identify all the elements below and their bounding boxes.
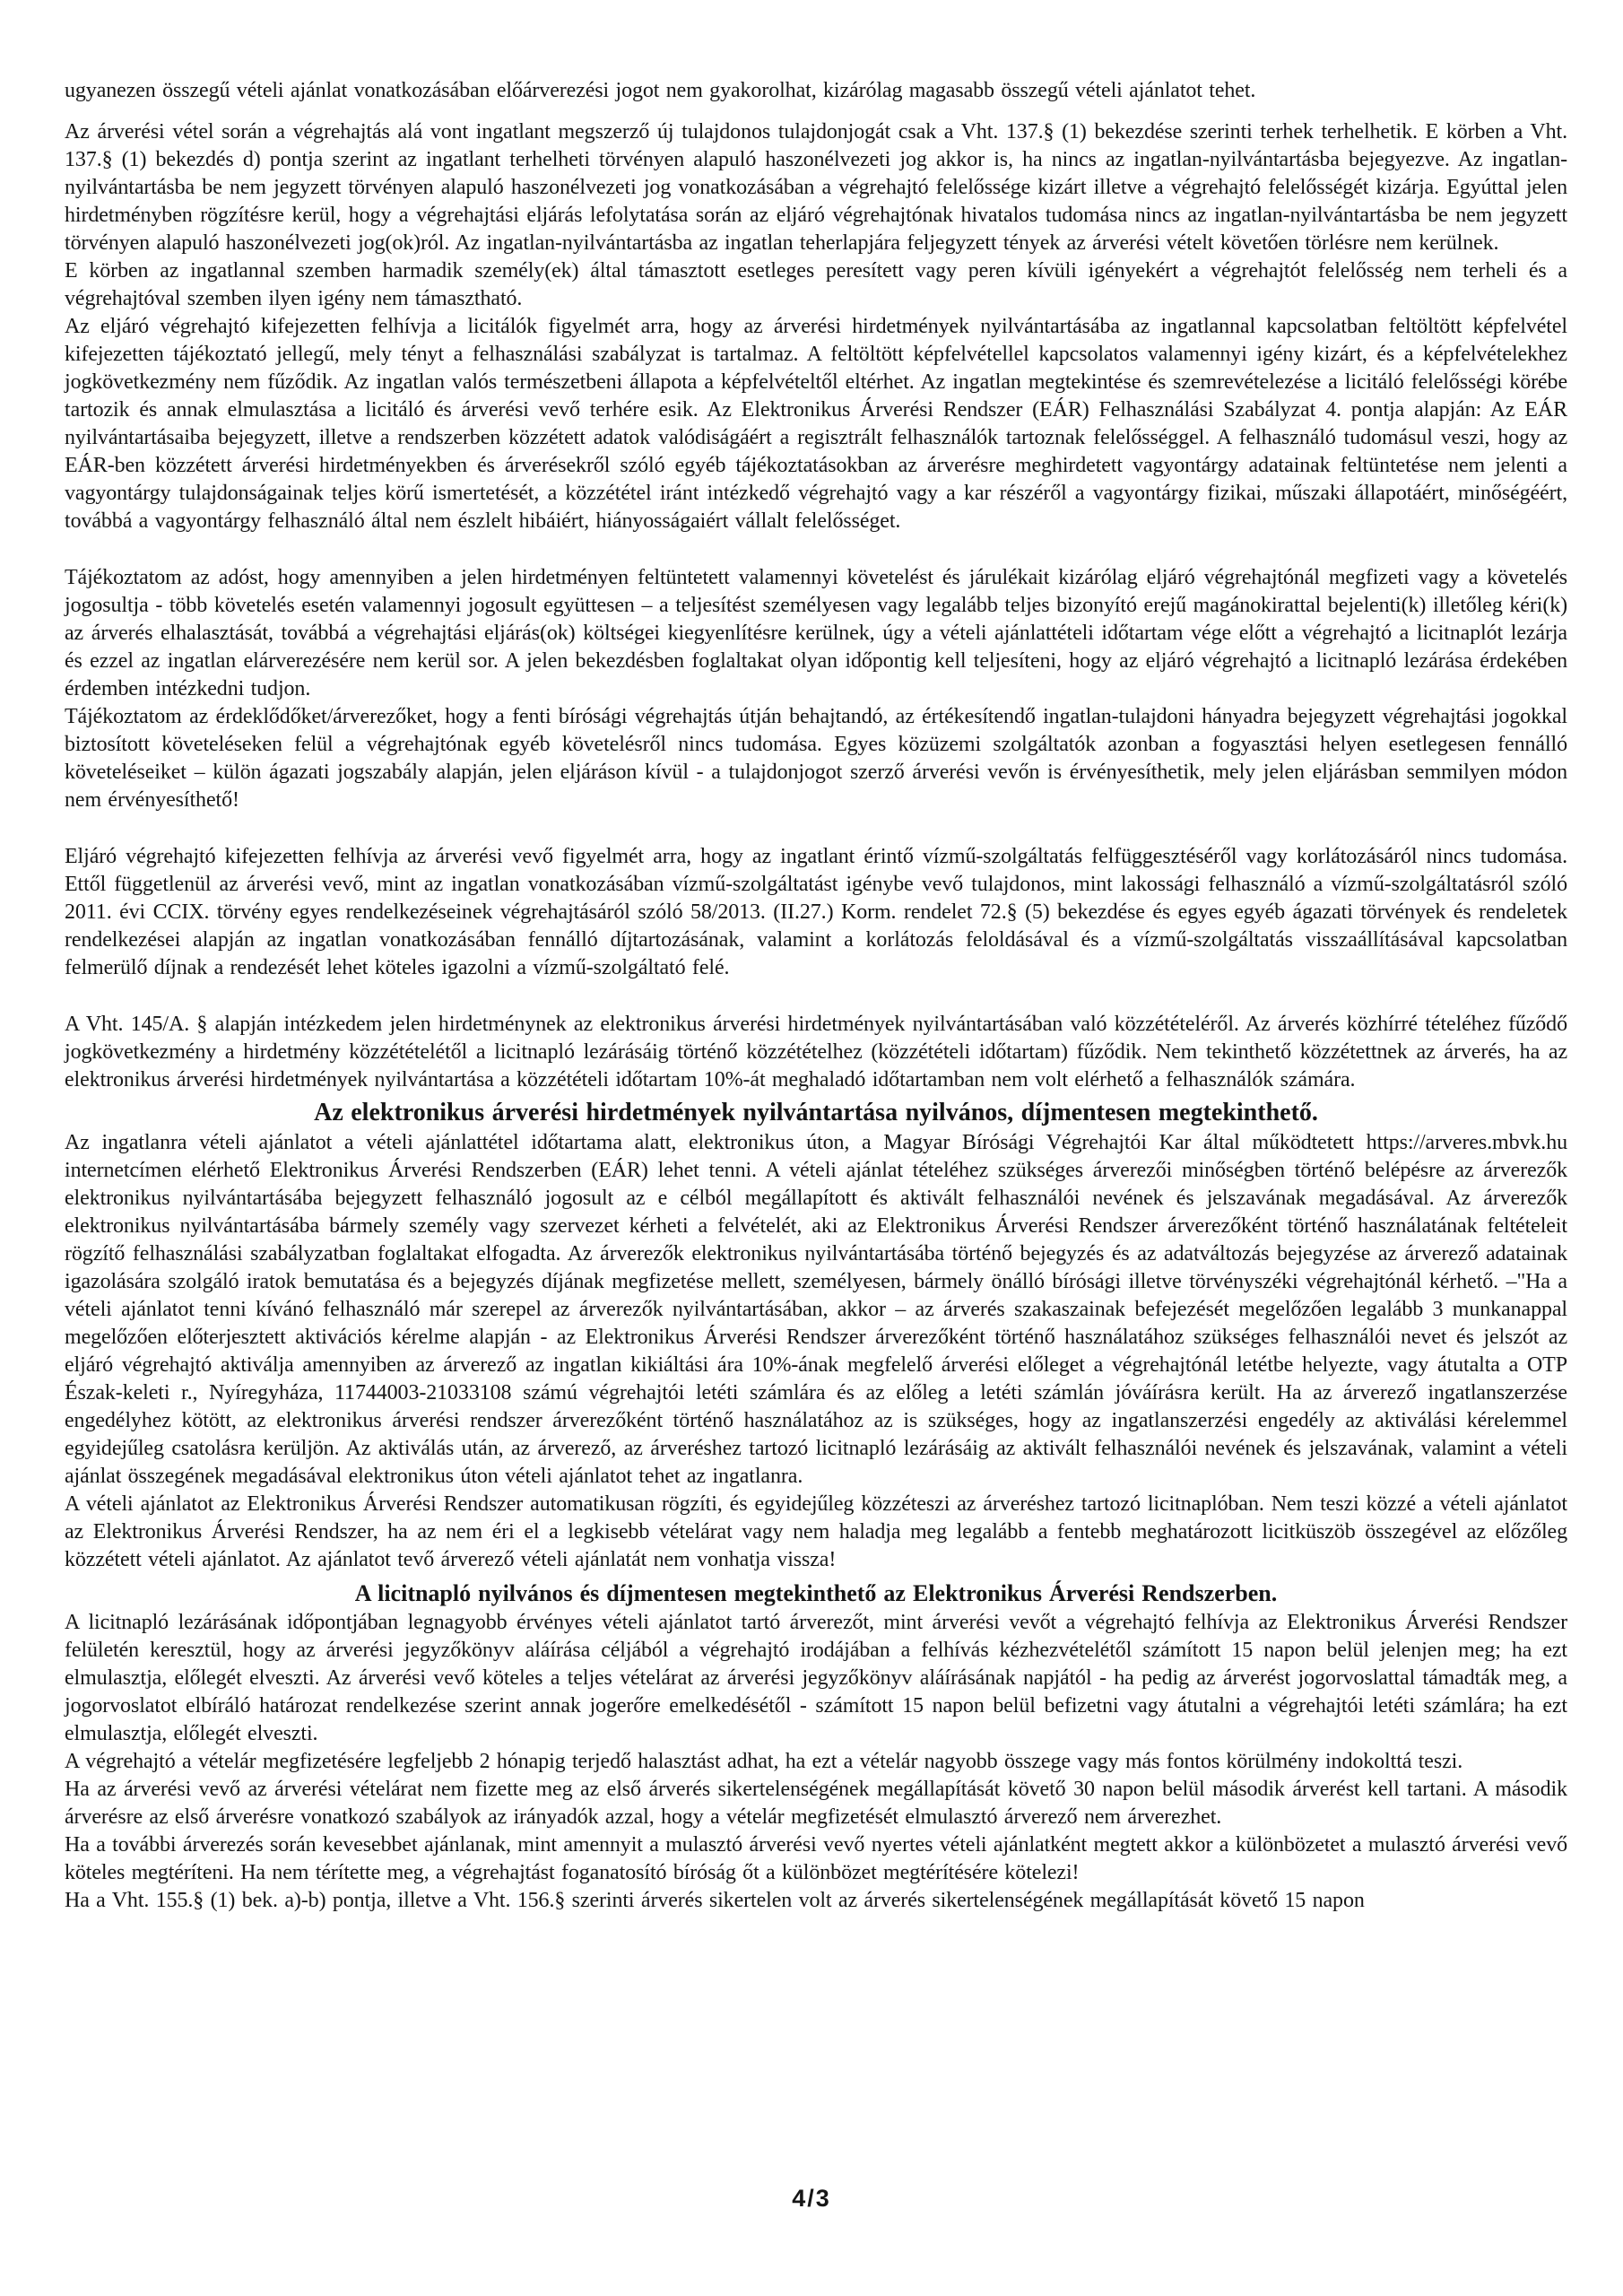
paragraph: A licitnapló lezárásának időpontjában legnagyobb érvényes vételi ajánlatot tartó árverezőt, mint árverési vevőt a végrehajtó felhívja az Elektronikus Árverési Rendszer felületén keresztül, hogy az árverési jegyzőkönyv aláírása céljából a végrehajtó irodájában a felhívás kézhezvételétől számított 15 napon belül jelenjen meg; ha ezt elmulasztja, előlegét elveszti. Az árverési vevő köteles a teljes vételárat az árverési jegyzőkönyv aláírásának napjától - ha pedig az árverést jogorvoslattal támadták meg, a jogorvoslatot elbíráló határozat rendelkezése szerint annak jogerőre emelkedésétől - számított 15 napon belül befizetni vagy átutalni a végrehajtói letéti számlára; ha ezt elmulasztja, előlegét elveszti. (65, 1611, 1567, 1745)
paragraph: Az árverési vétel során a végrehajtás alá vont ingatlant megszerző új tulajdonos tulajdonjogát csak a Vht. 137.§ (1) bekezdése szerinti terhek terhelhetik. E körben a Vht. 137.§ (1) bekezdés d) pontja szerint az ingatlant terhelheti törvényen alapuló haszonélvezeti jog akkor is, ha nincs az ingatlan-nyilvántartásba bejegyezve. Az ingatlan-nyilvántartásba be nem jegyzett törvényen alapuló haszonélvezeti jog vonatkozásában a végrehajtó felelőssége kizárt illetve a végrehajtó felelősségét kizárja. Egyúttal jelen hirdetményben rögzítésre kerül, hogy a végrehajtási eljárás lefolytatása során az eljáró végrehajtónak hivatalos tudomása nincs az ingatlan-nyilvántartásba be nem jegyzett törvényen alapuló haszonélvezeti jog(ok)ról. Az ingatlan-nyilvántartásba az ingatlan teherlapjára feljegyzett tények az árverési vételt követően törlésre nem kerülnek. (65, 120, 1567, 255)
section-heading: Az elektronikus árverési hirdetmények nyilvántartása nyilvános, díjmentesen megtekinthető. (314, 1099, 1318, 1126)
paragraph: E körben az ingatlannal szemben harmadik személy(ek) által támasztott esetleges peresített vagy peren kívüli igényekért a végrehajtót felelősség nem terheli és a végrehajtóval szemben ilyen igény nem támasztható. (65, 259, 1567, 310)
paragraph: Az eljáró végrehajtó kifejezetten felhívja a licitálók figyelmét arra, hogy az árverési hirdetmények nyilvántartásába az ingatlannal kapcsolatban feltöltött képfelvétel kifejezetten tájékoztató jellegű, mely tényt a felhasználási szabályzat is tartalmaz. A feltöltött képfelvétellel kapcsolatos valamennyi igény kizárt, és a képfelvételekhez jogkövetkezmény nem fűződik. Az ingatlan valós természetbeni állapota a képfelvételtől eltérhet. Az ingatlan megtekintése és szemrevételezése a licitáló felelősségi körébe tartozik és annak elmulasztása a licitáló és árverési vevő terhére esik. Az Elektronikus Árverési Rendszer (EÁR) Felhasználási Szabályzat 4. pontja alapján: Az EÁR nyilvántartásaiba bejegyzett, illetve a rendszerben közzétett adatok valódiságáért a regisztrált felhasználók tartoznak felelősséggel. A felhasználó tudomásul veszi, hogy az EÁR-ben közzétett árverési hirdetményekben és árverésekről szóló egyéb tájékoztatásokban az árverésre meghirdetett vagyontárgy adatainak feltüntetése nem jelenti a vagyontárgy tulajdonságainak teljes körű ismertetését, a közzététel iránt intézkedő végrehajtó vagy a kar részéről a vagyontárgy fizikai, műszaki állapotáért, minőségéért, továbbá a vagyontárgy felhasználó által nem észlelt hibáiért, hiányosságaiért vállalt felelősséget. (65, 315, 1567, 533)
paragraph: A végrehajtó a vételár megfizetésére legfeljebb 2 hónapig terjedő halasztást adhat, ha ezt a vételár nagyobb összege vagy más fontos körülmény indokolttá teszi. (65, 1750, 1463, 1773)
paragraph: Ha a további árverezés során kevesebbet ajánlanak, mint amennyit a mulasztó árverési vevő nyertes vételi ajánlatként megtett akkor a különbözetet a mulasztó árverési vevő köteles megtéríteni. Ha nem térítette meg, a végrehajtást foganatosító bíróság őt a különbözet megtérítésére kötelezi! (65, 1833, 1567, 1884)
section-heading: A licitnapló nyilvános és díjmentesen megtekinthető az Elektronikus Árverési Rendszerben. (354, 1580, 1278, 1606)
paragraph: Tájékoztatom az érdeklődőket/árverezőket, hogy a fenti bírósági végrehajtás útján behajtandó, az értékesítendő ingatlan-tulajdoni hányadra bejegyzett végrehajtási jogokkal biztosított követeléseken felül a végrehajtónak egyéb követelésről nincs tudomása. Egyes közüzemi szolgáltatók azonban a fogyasztási helyen esetlegesen fennálló követeléseiket – külön ágazati jogszabály alapján, jelen eljáráson kívül - a tulajdonjogot szerző árverési vevőn is érvényesíthetik, mely jelen eljárásban semmilyen módon nem érvényesíthető! (65, 705, 1567, 812)
paragraph: Ha a Vht. 155.§ (1) bek. a)-b) pontja, illetve a Vht. 156.§ szerinti árverés sikertelen volt az árverés sikertelenségének megállapítását követő 15 napon (65, 1889, 1365, 1912)
page-number: 4/3 (792, 2185, 831, 2212)
paragraph: Eljáró végrehajtó kifejezetten felhívja az árverési vevő figyelmét arra, hogy az ingatlant érintő vízmű-szolgáltatás felfüggesztéséről vagy korlátozásáról nincs tudomása. Ettől függetlenül az árverési vevő, mint az ingatlan vonatkozásában vízmű-szolgáltatást igénybe vevő tulajdonos, mint lakossági felhasználó a vízmű-szolgáltatásról szóló 2011. évi CCIX. törvény egyes rendelkezéseinek végrehajtásáról szóló 58/2013. (II.27.) Korm. rendelet 72.§ (5) bekezdése és egyes egyéb ágazati törvények és rendeletek rendelkezései alapján az ingatlan vonatkozásában fennálló díjtartozásának, valamint a korlátozás feloldásával és a vízmű-szolgáltatás visszaállításával kapcsolatban felmerülő díjnak a rendezését lehet köteles igazolni a vízmű-szolgáltató felé. (65, 845, 1567, 979)
paragraph: A vételi ajánlatot az Elektronikus Árverési Rendszer automatikusan rögzíti, és egyidejűleg közzéteszi az árveréshez tartozó licitnaplóban. Nem teszi közzé a vételi ajánlatot az Elektronikus Árverési Rendszer, ha az nem éri el a legkisebb vételárat vagy nem haladja meg legalább a fentebb meghatározott licitküszöb összegével az előzőleg közzétett vételi ajánlatot. Az ajánlatot tevő árverező vételi ajánlatát nem vonhatja vissza! (65, 1492, 1567, 1571)
paragraph: ugyanezen összegű vételi ajánlat vonatkozásában előárverezési jogot nem gyakorolhat, kizárólag magasabb összegű vételi ajánlatot tehet. (65, 79, 1256, 102)
paragraph: Az ingatlanra vételi ajánlatot a vételi ajánlattétel időtartama alatt, elektronikus úton, a Magyar Bírósági Végrehajtói Kar által működtetett https://arveres.mbvk.hu internetcímen elérhető Elektronikus Árverési Rendszerben (EÁR) lehet tenni. A vételi ajánlat tételéhez szükséges árverezői minőségben történő belépésre az árverezők elektronikus nyilvántartásába bejegyzett felhasználó jogosult az e célból megállapított és aktivált felhasználói nevének és jelszavának megadásával. Az árverezők elektronikus nyilvántartásába bármely személy vagy szervezet kérheti a felvételét, aki az Elektronikus Árverési Rendszer árverezőként történő használatának feltételeit rögzítő felhasználási szabályzatban foglaltakat elfogadta. Az árverezők elektronikus nyilvántartásába történő bejegyzés és az adatváltozás bejegyzése az árverező adatainak igazolására szolgáló iratok bemutatása és a bejegyzés díjának megfizetése mellett, személyesen, bármely önálló bírósági illetve törvényszéki végrehajtónál kérhető. –"Ha a vételi ajánlatot tenni kívánó felhasználó már szerepel az árverezők nyilvántartásában, akkor – az árverés szakaszainak befejezését megelőzően legalább 3 munkanappal megelőzően előterjesztett aktivációs kérelme alapján - az Elektronikus Árverési Rendszer árverezőként történő használatához szükséges felhasználói nevet és jelszót az eljáró végrehajtó aktiválja amennyiben az árverező az ingatlan kikiáltási ára 10%-ának megfelelő árverési előleget a végrehajtónál letétbe helyezte, vagy átutalta a OTP Észak-keleti r., Nyíregyháza, 11744003-21033108 számú végrehajtói letéti számlára és az előleg a letéti számlán jóváírásra került. Ha az árverező ingatlanszerzése engedélyhez kötött, az elektronikus árverési rendszer árverezőként történő használatához az is szükséges, hogy az ingatlanszerzési engedély az aktiválási kérelemmel egyidejűleg csatolásra kerüljön. Az aktiválás után, az árverező, az árveréshez tartozó licitnapló lezárásáig az aktivált felhasználói nevének és jelszavának, valamint a vételi ajánlat összegének megadásával elektronikus úton vételi ajánlatot tehet az ingatlanra. (65, 1131, 1567, 1488)
paragraph: Tájékoztatom az adóst, hogy amennyiben a jelen hirdetményen feltüntetett valamennyi követelést és járulékait kizárólag eljáró végrehajtónál megfizeti vagy a követelés jogosultja - több követelés esetén valamennyi jogosult együttesen – a teljesítést személyesen vagy legalább teljes bizonyító erejű magánokirattal bejelenti(k) illetőleg kéri(k) az árverés elhalasztását, továbbá a végrehajtási eljárás(ok) költségei kiegyenlítésre kerülnek, úgy a vételi ajánlattételi időtartam vége előtt a végrehajtó a licitnaplót lezárja és ezzel az ingatlan elárverezésére nem kerül sor. A jelen bekezdésben foglaltakat olyan időpontig kell teljesíteni, hogy az eljáró végrehajtó a licitnapló lezárása érdekében érdemben intézkedni tudjon. (65, 566, 1567, 700)
paragraph: A Vht. 145/A. § alapján intézkedem jelen hirdetménynek az elektronikus árverési hirdetmények nyilvántartásában való közzétételéről. Az árverés közhírré tételéhez fűződő jogkövetkezmény a hirdetmény közzétételétől a licitnapló lezárásáig történő közzétételhez (közzétételi időtartam) fűződik. Nem tekinthető közzétettnek az árverés, ha az elektronikus árverési hirdetmények nyilvántartása a közzétételi időtartam 10%-át meghaladó időtartamban nem volt elérhető a felhasználók számára. (65, 1013, 1567, 1091)
paragraph: Ha az árverési vevő az árverési vételárat nem fizette meg az első árverés sikertelenségének megállapítását követő 30 napon belül második árverést kell tartani. A második árverésre az első árverésre vonatkozó szabályok az irányadók azzal, hogy a vételár megfizetését elmulasztó árverező nem árverezhet. (65, 1778, 1567, 1829)
document-body (65, 77, 1567, 1915)
